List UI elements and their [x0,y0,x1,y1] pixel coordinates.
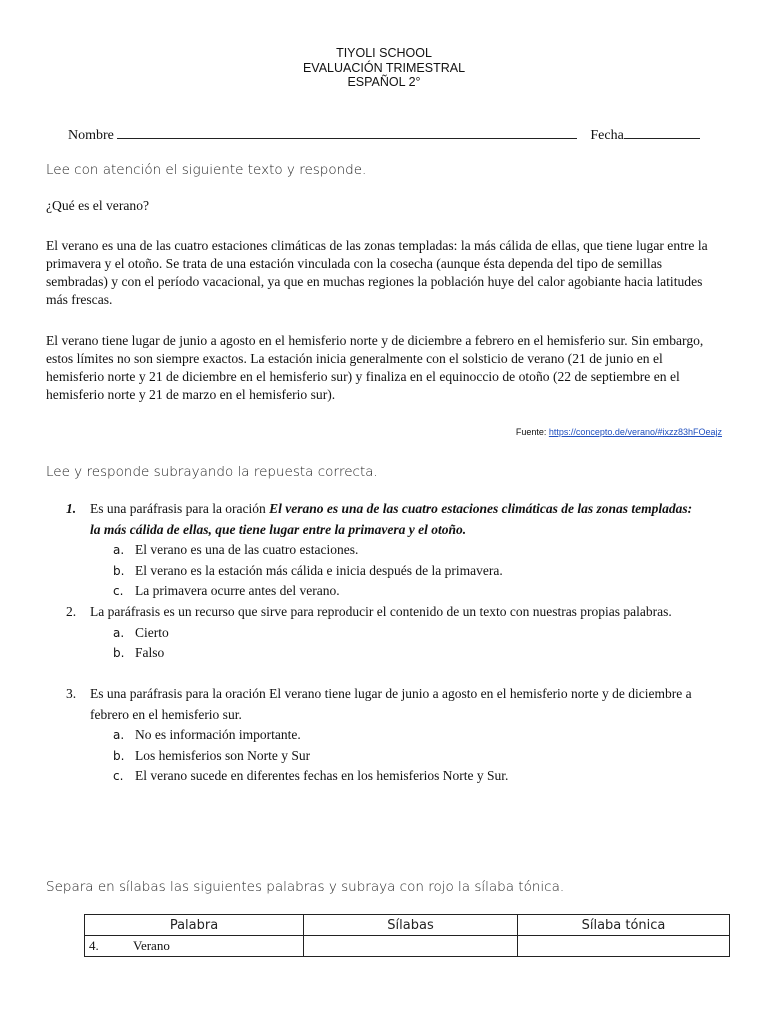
option-text: La primavera ocurre antes del verano. [135,583,340,598]
option-text: El verano sucede en diferentes fechas en los hemisferios Norte y Sur. [135,768,509,783]
option-letter: a. [113,728,125,742]
option-text: Cierto [135,624,169,640]
option-text: Falso [135,645,165,660]
option-letter: c. [113,584,124,598]
option-b[interactable] [113,643,706,664]
name-label: Nombre [68,128,114,143]
question-text: Es una paráfrasis para la oración El verano tiene lugar de junio a agosto en el hemisferio norte y de diciembre a febrero en el hemisferio sur. [90,686,692,722]
question-3 [66,684,706,787]
exam-title: EVALUACIÓN TRIMESTRAL [302,60,466,75]
word-cell [85,936,304,957]
option-letter: a. [113,625,125,640]
question-2 [66,602,706,664]
subject-title: ESPAÑOL 2° [347,75,421,89]
date-field[interactable] [624,126,700,139]
column-header-tonic: Sílaba tónica [518,915,730,936]
source-citation [516,427,722,437]
option-text: No es información importante. [135,727,301,742]
syllables-cell[interactable] [304,936,518,957]
paragraph-2: El verano tiene lugar de junio a agosto en el hemisferio norte y de diciembre a febrero en el hemisferio sur. Sin embargo, estos límites no son siempre exactos. La estación inicia generalmente con el solsticio de verano (21 de junio en el hemisferio norte y 21 de diciembre en el hemisferio sur) y finaliza en el equinoccio de otoño (22 de septiembre en el hemisferio norte y 21 de marzo en el hemisferio sur). [46,333,704,402]
date-label: Fecha [590,128,624,143]
question-text: La paráfrasis es un recurso que sirve para reproducir el contenido de un texto con nuestras propias palabras. [90,604,672,619]
option-a[interactable] [113,725,706,746]
option-text: El verano es una de las cuatro estaciones. [135,542,359,557]
table-header-row [85,915,730,936]
text-title: ¿Qué es el verano? [46,198,150,213]
option-c[interactable] [113,766,706,787]
option-text: El verano es la estación más cálida e inicia después de la primavera. [135,562,503,578]
paragraph-1: El verano es una de las cuatro estaciones climáticas de las zonas templadas: la más cálida de ellas, que tiene lugar entre la primavera y el otoño. Se trata de una estación vinculada con la cosecha (aunque ésta dependa del tipo de semillas sembradas) y con el período vacacional, ya que en muchas regiones la población huye del calor agobiante hacia latitudes más frescas. [46,238,708,307]
option-a[interactable] [113,623,706,644]
question-number: 1. [66,501,77,516]
word: Verano [133,938,170,953]
option-letter: a. [113,543,125,557]
column-header-syllables: Sílabas [304,915,518,936]
question-quote: El verano es una de las cuatro estaciones climáticas de las zonas templadas: la más cálida de ellas, que tiene lugar entre la primavera y el otoño. [90,501,693,537]
name-field[interactable] [117,126,577,139]
option-b[interactable] [113,561,706,582]
instruction-read: Lee con atención el siguiente texto y responde. [46,162,367,178]
option-text: Los hemisferios son Norte y Sur [135,747,311,763]
question-text [90,499,706,540]
question-prefix: Es una paráfrasis para la oración [90,501,266,516]
source-label: Fuente: [515,427,547,437]
question-number: 2. [66,604,77,619]
question-1 [66,499,706,602]
instruction-syllables: Separa en sílabas las siguientes palabras y subraya con rojo la sílaba tónica. [46,879,565,895]
name-date-line [68,126,708,144]
option-c[interactable] [113,581,706,602]
question-number: 3. [66,686,77,701]
column-header-word: Palabra [85,915,304,936]
document-header [0,46,768,90]
tonic-cell[interactable] [518,936,730,957]
option-b[interactable] [113,746,706,767]
instruction-answer: Lee y responde subrayando la repuesta correcta. [46,464,378,480]
option-letter: b. [113,646,125,660]
school-name: TIYOLI SCHOOL [336,46,432,60]
option-letter: b. [113,563,125,578]
option-a[interactable] [113,540,706,561]
option-letter: b. [113,748,125,763]
source-link[interactable]: https://concepto.de/verano/#ixzz83hFOeajz [548,427,722,437]
option-letter: c. [113,769,124,783]
syllable-table [84,914,730,957]
row-number: 4. [89,938,99,953]
table-row [85,936,730,957]
